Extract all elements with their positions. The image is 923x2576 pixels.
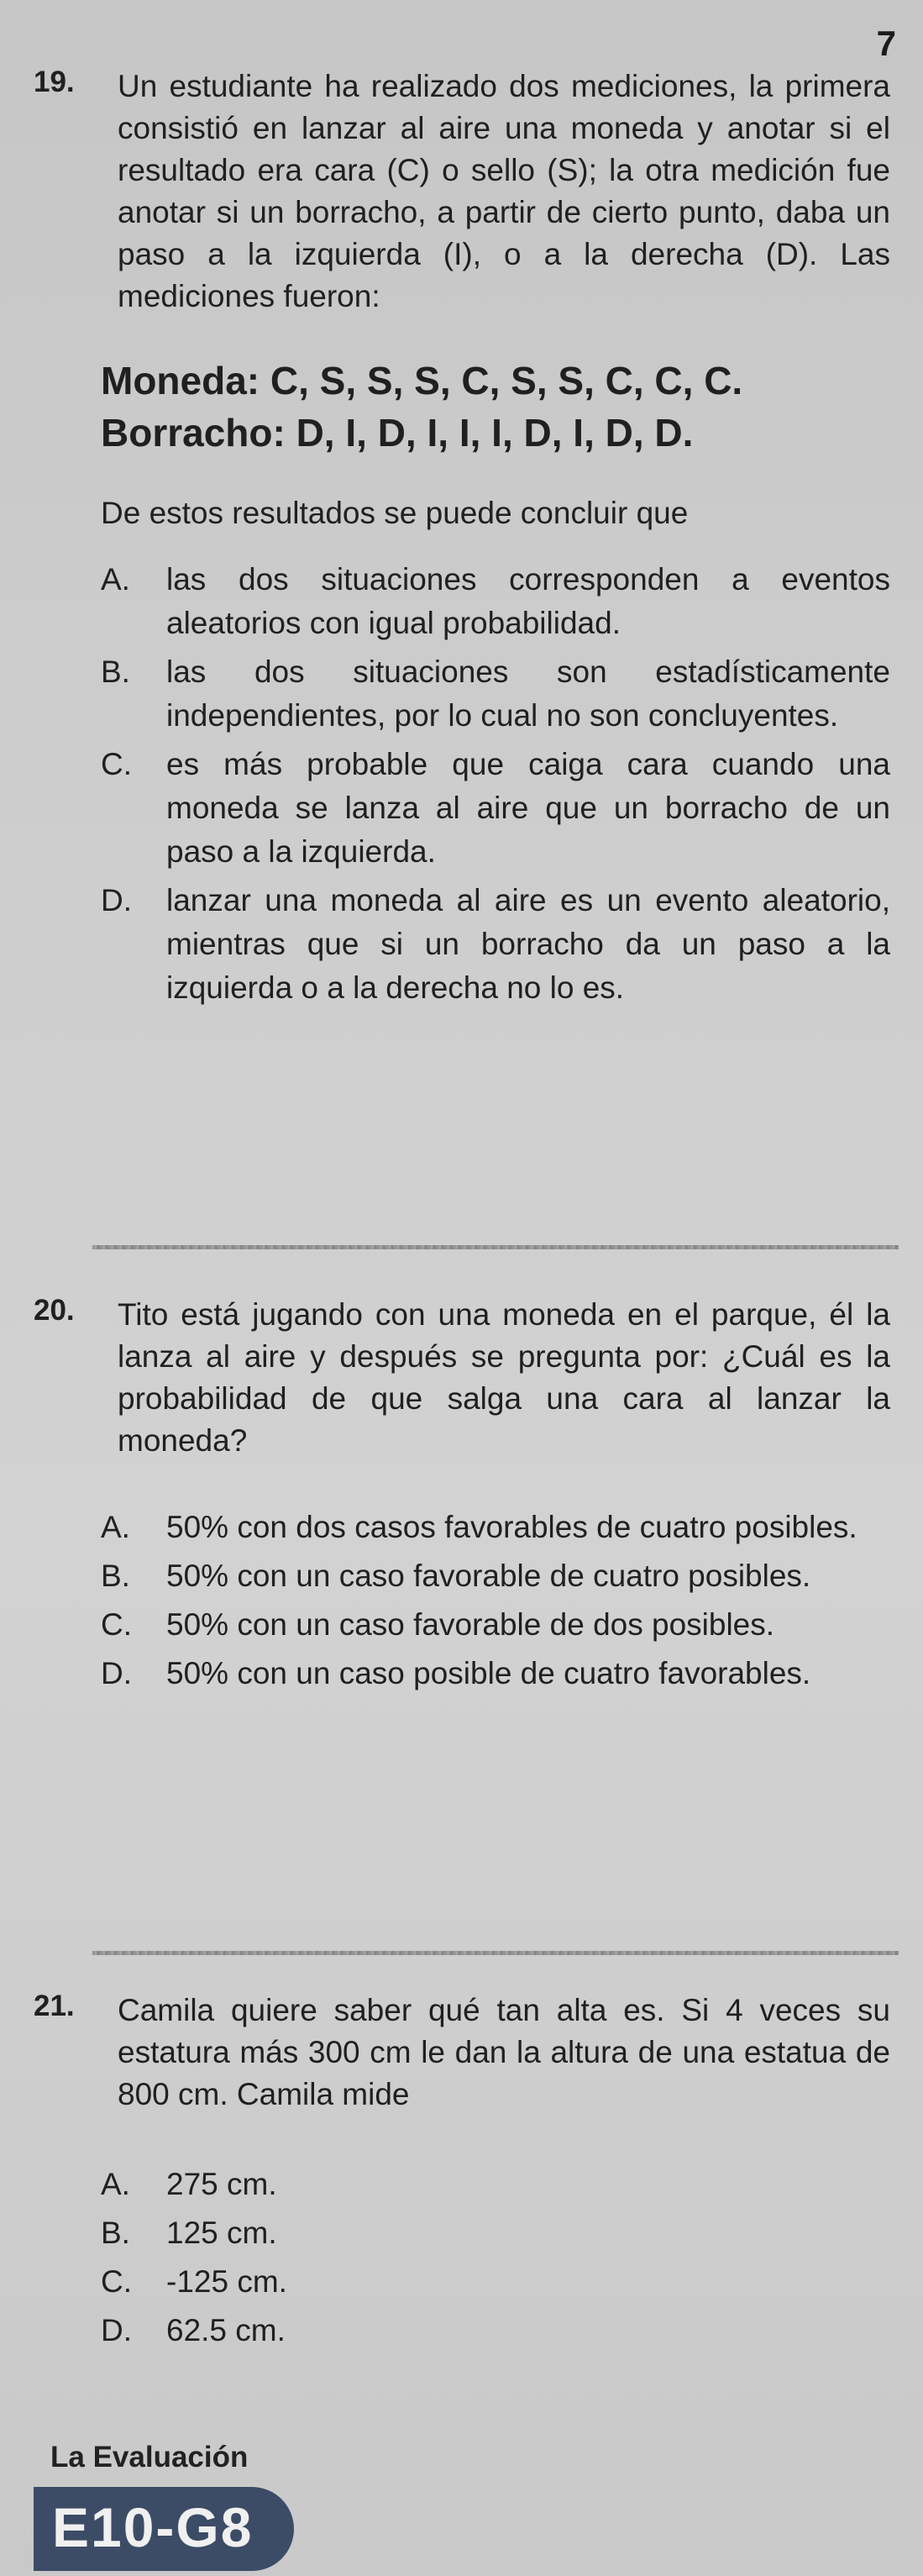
option-d[interactable] xyxy=(101,2309,890,2353)
question-divider xyxy=(92,1245,899,1249)
exam-code: E10-G8 xyxy=(52,2496,254,2558)
question-number: 20. xyxy=(34,1294,75,1327)
option-letter: D. xyxy=(101,883,132,917)
option-b[interactable] xyxy=(101,650,890,738)
option-text: 50% con un caso favorable de cuatro posibles. xyxy=(166,1559,811,1593)
option-text: 275 cm. xyxy=(166,2167,277,2201)
option-text: las dos situaciones son estadísticamente independientes, por lo cual no son concluyentes. xyxy=(166,655,890,733)
option-letter: C. xyxy=(101,747,132,781)
answer-options xyxy=(34,2163,890,2353)
option-text: las dos situaciones corresponden a eventos aleatorios con igual probabilidad. xyxy=(166,562,890,640)
option-letter: D. xyxy=(101,2313,132,2347)
question-text: Camila quiere saber qué tan alta es. Si 4 veces su estatura más 300 cm le dan la altura de una estatua de 800 cm. Camila mide xyxy=(118,1993,890,2111)
question-number: 19. xyxy=(34,66,75,98)
option-text: lanzar una moneda al aire es un evento aleatorio, mientras que si un borracho da un paso a la izquierda o a la derecha no lo es. xyxy=(166,883,890,1005)
option-a[interactable] xyxy=(101,1506,890,1549)
option-letter: A. xyxy=(101,1510,130,1544)
option-c[interactable] xyxy=(101,743,890,874)
option-b[interactable] xyxy=(101,1554,890,1598)
option-letter: D. xyxy=(101,1656,132,1690)
coin-results: Moneda: C, S, S, S, C, S, S, C, C, C. xyxy=(101,359,743,402)
option-text: 62.5 cm. xyxy=(166,2313,286,2347)
question-21 xyxy=(34,1990,890,2358)
option-text: es más probable que caiga cara cuando una moneda se lanza al aire que un borracho de un paso a la izquierda. xyxy=(166,747,890,869)
option-text: -125 cm. xyxy=(166,2264,287,2299)
question-text: Un estudiante ha realizado dos mediciones, la primera consistió en lanzar al aire una moneda y anotar si el resultado era cara (C) o sello (S); la otra medición fue anotar si un borracho, a partir de cierto punto, daba un paso a la izquierda (I), o a la derecha (D). Las mediciones fueron: xyxy=(118,69,890,313)
answer-options xyxy=(34,558,890,1010)
answer-options xyxy=(34,1506,890,1695)
question-20 xyxy=(34,1294,890,1701)
option-c[interactable] xyxy=(101,1603,890,1647)
page-number: 7 xyxy=(876,24,896,63)
option-text: 125 cm. xyxy=(166,2216,277,2250)
question-divider xyxy=(92,1951,899,1955)
option-letter: A. xyxy=(101,562,130,597)
option-text: 50% con dos casos favorables de cuatro posibles. xyxy=(166,1510,857,1544)
option-a[interactable] xyxy=(101,558,890,645)
option-c[interactable] xyxy=(101,2260,890,2304)
drunk-results: Borracho: D, I, D, I, I, I, D, I, D, D. xyxy=(101,411,694,455)
footer-label: La Evaluación xyxy=(50,2441,249,2473)
option-letter: B. xyxy=(101,2216,130,2250)
question-19 xyxy=(34,66,890,1015)
option-d[interactable] xyxy=(101,879,890,1010)
option-text: 50% con un caso favorable de dos posibles. xyxy=(166,1607,775,1642)
question-text: Tito está jugando con una moneda en el parque, él la lanza al aire y después se pregunta por: ¿Cuál es la probabilidad de que salga una cara al lanzar la moneda? xyxy=(118,1297,890,1458)
option-letter: B. xyxy=(101,1559,130,1593)
exam-code-badge xyxy=(34,2487,294,2571)
option-letter: A. xyxy=(101,2167,130,2201)
question-number: 21. xyxy=(34,1990,75,2022)
question-lead: De estos resultados se puede concluir que xyxy=(101,496,689,530)
option-b[interactable] xyxy=(101,2211,890,2255)
option-d[interactable] xyxy=(101,1652,890,1695)
option-text: 50% con un caso posible de cuatro favorables. xyxy=(166,1656,811,1690)
option-letter: B. xyxy=(101,655,130,689)
option-letter: C. xyxy=(101,2264,132,2299)
option-a[interactable] xyxy=(101,2163,890,2206)
option-letter: C. xyxy=(101,1607,132,1642)
